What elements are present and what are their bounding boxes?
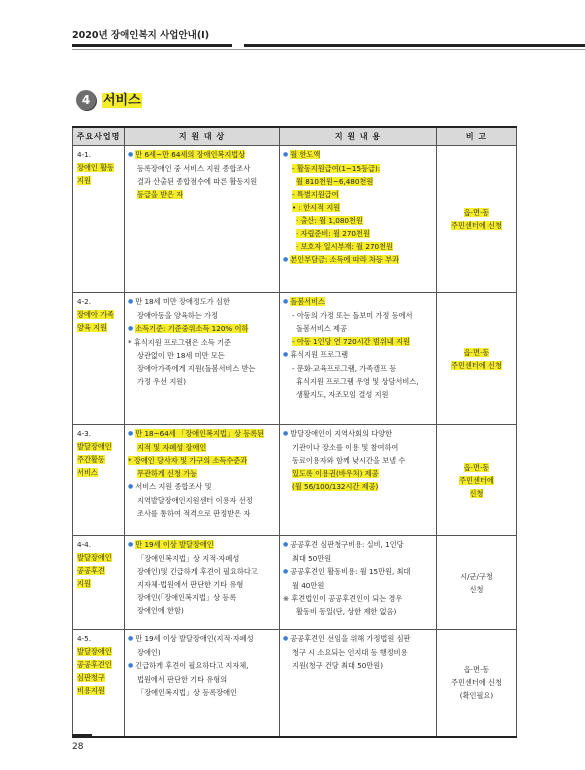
table-row [73, 536, 517, 630]
target-line: 장애아동을 양육하는 가정 [137, 311, 218, 320]
table-row [73, 425, 517, 536]
header-rule-thick [72, 44, 232, 47]
target-line: ● 서비스 지원 종합조사 및 [128, 480, 276, 494]
note-line: 주민센터에 [459, 475, 494, 485]
program-name: 장애아 가족 [77, 310, 115, 319]
col-header-note: 비 고 [437, 127, 517, 146]
content-cell [280, 536, 437, 630]
note-line: 주민센터에 신청 [451, 360, 502, 370]
target-cell [125, 293, 280, 425]
target-line: 조사를 통하여 적격으로 판정받은 자 [137, 509, 251, 518]
section-title: 서비스 [103, 92, 141, 108]
content-line: ● 공공후견인 활동비용: 월 15만원, 최대 [283, 565, 433, 579]
header-rule-right [244, 44, 585, 47]
program-name: 발달장애인 [77, 647, 112, 656]
program-name: 지원 [77, 579, 91, 588]
page-number: 28 [72, 742, 84, 752]
content-line: ● 공공후견 심판청구비용: 실비, 1인당 [283, 538, 433, 552]
program-name: 발달장애인 [77, 442, 112, 451]
program-cell [73, 630, 125, 737]
program-name: 공공후견인 [77, 660, 112, 669]
content-line: 본인부담금: 소득에 따라 차등 부과 [290, 255, 400, 264]
note-line: 신청 [469, 488, 484, 498]
content-line: ※ 후견법인이 공공후견인이 되는 경우 [283, 594, 403, 603]
program-number: 4-1. [77, 150, 92, 159]
note-cell [437, 630, 517, 737]
program-number: 4-4. [77, 540, 92, 549]
target-line: 만 6세~만 64세의 장애인복지법상 [135, 150, 246, 159]
content-cell [280, 293, 437, 425]
content-line: 지원(청구 건당 최대 50만원) [292, 661, 384, 670]
note-cell [437, 536, 517, 630]
note-line: 읍·면·동 [463, 665, 490, 675]
content-line: 월 810천원~6,480천원 [296, 177, 374, 186]
content-line: - 특별지원급여 [292, 190, 339, 199]
program-name: 장애인 활동 [77, 163, 115, 172]
content-line: 돌봄서비스 [290, 297, 325, 306]
note-line: 읍·면·동 [463, 462, 490, 472]
target-line: ● 긴급하게 후견이 필요하다고 지자체, [128, 659, 276, 673]
program-cell [73, 536, 125, 630]
running-header: 2020년 장애인복지 사업안내(Ⅰ) [72, 30, 210, 41]
program-name: 서비스 [77, 468, 98, 477]
program-name: 주간활동 [77, 455, 105, 464]
program-cell [73, 293, 125, 425]
target-line: 등급을 받은 자 [137, 190, 184, 199]
note-cell [437, 293, 517, 425]
note-line: (확인필요) [459, 691, 494, 701]
content-line: ● 발달장애인이 지역사회의 다양한 [283, 427, 433, 441]
content-line: · 출산: 월 1,080천원 [296, 216, 363, 225]
content-line: ● 공공후견인 선임을 위해 가정법원 심판 [283, 632, 433, 646]
program-name: 발달장애인 [77, 553, 112, 562]
col-header-target: 지 원 대 상 [125, 127, 280, 146]
content-line: (월 56/100/132시간 제공) [292, 482, 379, 491]
services-table [72, 126, 517, 738]
target-line: 상관없이 만 18세 미만 모든 [137, 351, 225, 360]
table-header-row [73, 127, 517, 146]
program-name: 지원 [77, 176, 91, 185]
target-line: 「장애인복지법」상 지적·자폐성 [137, 554, 240, 563]
program-number: 4-3. [77, 429, 92, 438]
content-line: 월 한도액 [290, 150, 321, 159]
content-line: 생활지도, 자조모임 결성 지원 [296, 390, 389, 399]
program-cell [73, 146, 125, 293]
content-cell [280, 146, 437, 293]
content-line: 휴식지원 프로그램 우영 및 상담서비스, [296, 377, 419, 386]
target-line: 지적 및 자폐성 장애인 [137, 443, 207, 452]
note-line: 읍·면·동 [463, 347, 490, 357]
content-line: 동료이용자와 함께 낮시간을 보낼 수 [292, 456, 406, 465]
note-cell [437, 146, 517, 293]
target-line: * 장애인 당사자 및 가구의 소득수준과 [128, 456, 248, 465]
content-line: 월 40만원 [292, 581, 325, 590]
content-line: 기관이나 장소를 이용 및 참여하여 [292, 443, 399, 452]
content-line: - 아동의 가정 또는 돌보미 가정 등에서 [292, 311, 413, 320]
content-line: - 활동지원급여(1~15등급): [292, 164, 381, 173]
program-name: 공공후견 [77, 566, 105, 575]
content-line: - 문화·교육프로그램, 가족캠프 등 [292, 364, 397, 373]
content-line: ● 휴식지원 프로그램 [283, 348, 433, 362]
target-line: 무관하게 신청 가능 [137, 469, 198, 478]
table-row [73, 293, 517, 425]
table-row [73, 146, 517, 293]
content-line: - 아동 1인당 연 720시간 범위내 지원 [292, 337, 410, 346]
target-line: 가정 우선 지원) [137, 377, 187, 386]
note-line: 주민센터에 신청 [451, 678, 502, 688]
content-line: 돌봄서비스 제공 [296, 324, 347, 333]
target-line: 장애인에 한함) [137, 606, 184, 615]
content-line: · 보호자 일시부재: 월 270천원 [296, 242, 393, 251]
target-line: ● 만 18세 미만 장애정도가 심한 [128, 295, 276, 309]
table-row [73, 630, 517, 737]
target-line: 지역발달장애인지원센터 이용자 선정 [137, 496, 253, 505]
col-header-program: 주요사업명 [73, 127, 125, 146]
content-line: 활동비 동일(단, 상한 제한 없음) [296, 607, 397, 616]
footer-rule [72, 734, 92, 737]
target-line: 등록장애인 중 서비스 지원 종합조사 [137, 164, 251, 173]
content-line: 최대 50만원 [292, 554, 332, 563]
program-number: 4-5. [77, 634, 92, 643]
section-heading [76, 90, 142, 110]
target-line: 만 19세 이상 발달장애인 [135, 540, 214, 549]
program-name: 심판청구 [77, 673, 105, 682]
col-header-content: 지 원 내 용 [280, 127, 437, 146]
target-cell [125, 146, 280, 293]
target-line: 법원에서 판단한 기타 유형의 [137, 675, 228, 684]
target-cell [125, 630, 280, 737]
note-line: 신청 [469, 584, 484, 594]
program-name: 비용지원 [77, 686, 105, 695]
content-line: 청구 시 소요되는 인지대 등 행정비용 [292, 648, 408, 657]
content-line: 있도록 이용권(바우처) 제공 [292, 469, 379, 478]
note-line: 읍·면·동 [463, 208, 490, 217]
target-line: * 휴식지원 프로그램은 소득 기준 [128, 338, 231, 347]
target-line: 장애인)및 긴급하게 후견이 필요하다고 [137, 567, 258, 576]
target-line: 장애아가족에게 지원(돌봄서비스 받는 [137, 364, 256, 373]
target-line: 장애인) [137, 648, 161, 657]
header-rule-thin [72, 49, 585, 50]
content-line: · 자립준비: 월 270천원 [296, 229, 370, 238]
program-number: 4-2. [77, 297, 92, 306]
target-line: 「장애인복지법」상 등록장애인 [137, 688, 237, 697]
target-line: 결과 산출된 종합점수에 따른 활동지원 [137, 177, 258, 186]
content-line: • : 한시적 지원 [292, 203, 341, 212]
target-line: 만 18~64세 「장애인복지법」상 등록된 [135, 429, 265, 438]
target-line: ● 만 19세 이상 발달장애인(지적·자폐성 [128, 632, 276, 646]
target-cell [125, 536, 280, 630]
note-line: 주민센터에 신청 [451, 221, 502, 230]
target-line: 소득기준: 기준중위소득 120% 이하 [135, 324, 249, 333]
note-line: 시/군/구청 [460, 571, 493, 581]
target-line: 장애인(「장애인복지법」상 등록 [137, 593, 237, 602]
program-name: 양육 지원 [77, 323, 108, 332]
note-cell [437, 425, 517, 536]
target-cell [125, 425, 280, 536]
program-cell [73, 425, 125, 536]
content-cell [280, 425, 437, 536]
section-number-badge: 4 [76, 90, 96, 110]
target-line: 지자체·법원에서 판단한 기타 유형 [137, 580, 244, 589]
content-cell [280, 630, 437, 737]
